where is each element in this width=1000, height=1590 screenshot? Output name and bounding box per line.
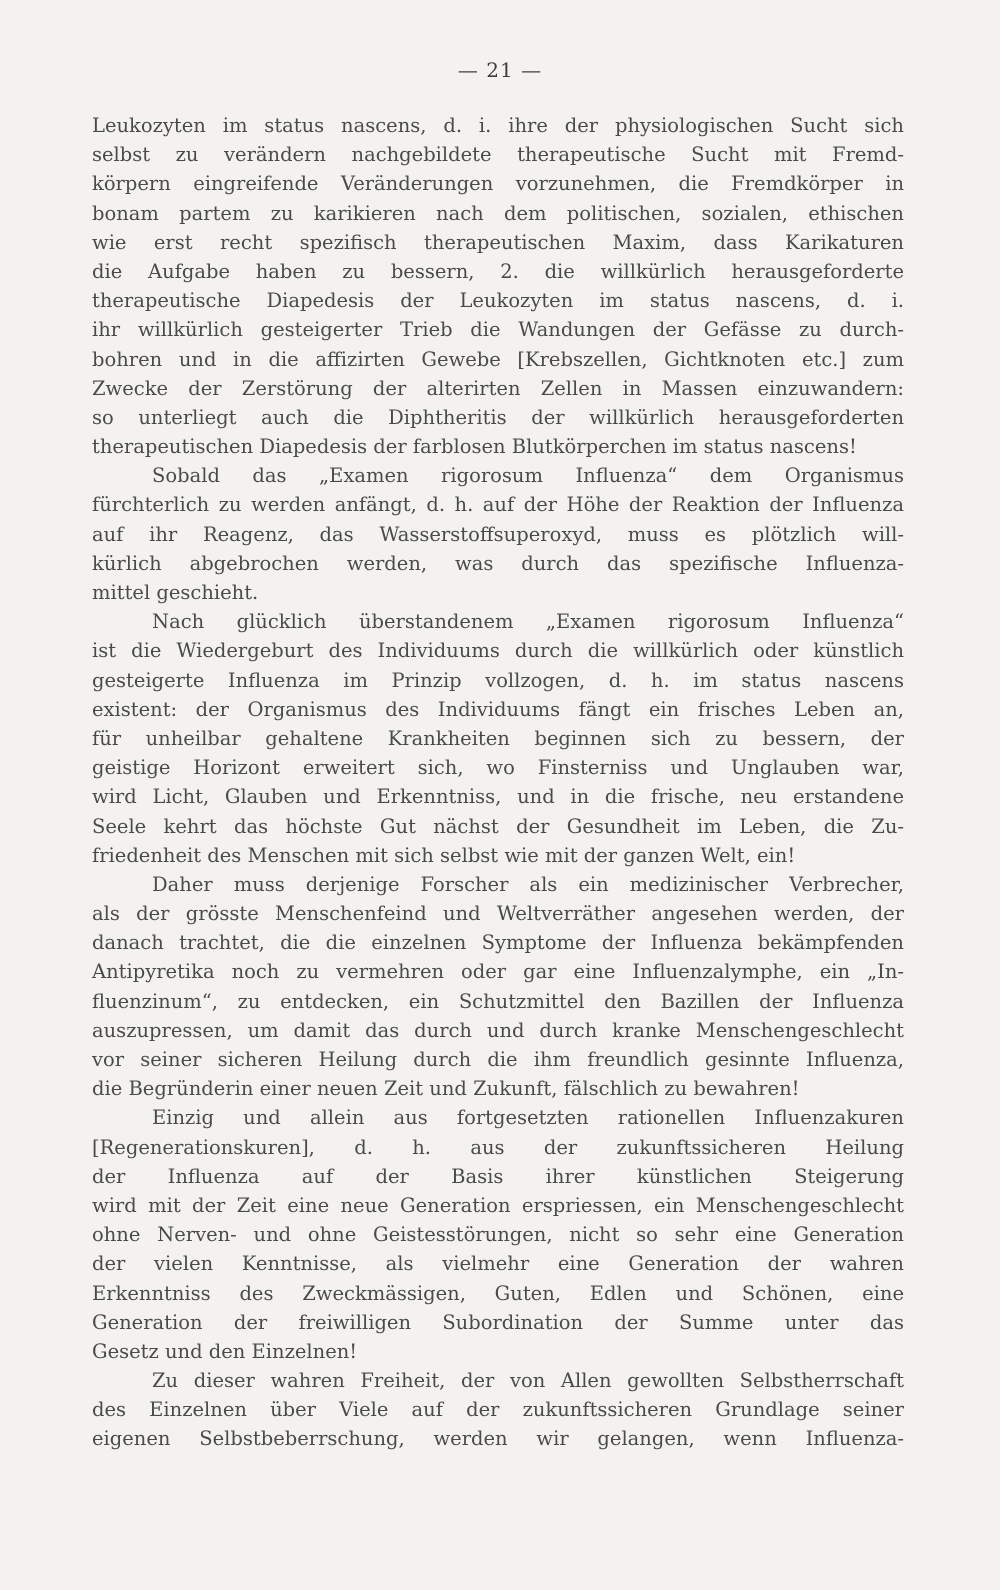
text-line: kürlich abgebrochen werden, was durch das spezifische Influenza- [92,551,904,575]
paragraph-start: Daher muss derjenige Forscher als ein medizinischer Verbrecher, [152,872,904,896]
text-line: Zwecke der Zerstörung der alterirten Zellen in Massen einzuwandern: [92,376,904,400]
text-line: wird mit der Zeit eine neue Generation erspriessen, ein Menschengeschlecht [92,1193,904,1217]
text-line: existent: der Organismus des Individuums fängt ein frisches Leben an, [92,697,904,721]
text-line: bohren und in die affizirten Gewebe [Krebszellen, Gichtknoten etc.] zum [92,347,904,371]
text-line: gesteigerte Influenza im Prinzip vollzogen, d. h. im status nascens [92,668,904,692]
text-line: des Einzelnen über Viele auf der zukunftssicheren Grundlage seiner [92,1398,904,1422]
text-line: Leukozyten im status nascens, d. i. ihre der physiologischen Sucht sich [92,114,904,137]
text-line: ohne Nerven- und ohne Geistesstörungen, nicht so sehr eine Generation [92,1223,904,1247]
text-line: vor seiner sicheren Heilung durch die ihm freundlich gesinnte Influenza, [92,1048,904,1071]
text-line: wird Licht, Glauben und Erkenntniss, und in die frische, neu erstandene [92,785,904,809]
text-line: fluenzinum“, zu entdecken, ein Schutzmittel den Bazillen der Influenza [92,989,904,1013]
text-line: die Aufgabe haben zu bessern, 2. die willkürlich herausgeforderte [92,259,904,283]
text-line: der Influenza auf der Basis ihrer künstlichen Steigerung [92,1164,904,1188]
text-line: geistige Horizont erweitert sich, wo Finsterniss und Unglauben war, [92,756,904,780]
text-line: so unterliegt auch die Diphtheritis der willkürlich herausgeforderten [92,405,904,429]
paragraph-start: Einzig und allein aus fortgesetzten rationellen Influenzakuren [152,1106,904,1130]
text-line: als der grösste Menschenfeind und Weltverräther angesehen werden, der [92,902,904,926]
body-text [92,111,904,1454]
text-line: körpern eingreifende Veränderungen vorzunehmen, die Fremdkörper in [92,172,904,196]
text-line: eigenen Selbstbeberrschung, werden wir gelangen, wenn Influenza- [92,1427,904,1451]
text-line: [Regenerationskuren], d. h. aus der zukunftssicheren Heilung [92,1135,904,1159]
text-line: Gesetz und den Einzelnen! [92,1339,358,1363]
text-line: fürchterlich zu werden anfängt, d. h. auf der Höhe der Reaktion der Influenza [92,493,904,517]
paragraph-start: Nach glücklich überstandenem „Examen rigorosum Influenza“ [152,610,904,634]
paragraph-start: Sobald das „Examen rigorosum Influenza“ dem Organismus [152,464,904,488]
text-line: therapeutische Diapedesis der Leukozyten im status nascens, d. i. [92,289,904,313]
text-line: der vielen Kenntnisse, als vielmehr eine Generation der wahren [92,1252,904,1276]
text-line: bonam partem zu karikieren nach dem politischen, sozialen, ethischen [92,201,904,225]
text-line: auszupressen, um damit das durch und durch kranke Menschengeschlecht [92,1018,904,1042]
text-line: Erkenntniss des Zweckmässigen, Guten, Edlen und Schönen, eine [92,1281,904,1305]
text-line: Seele kehrt das höchste Gut nächst der Gesundheit im Leben, die Zu- [92,814,904,838]
text-line: mittel geschieht. [92,581,259,604]
text-line: selbst zu verändern nachgebildete therapeutische Sucht mit Fremd- [92,143,904,167]
text-line: Antipyretika noch zu vermehren oder gar eine Influenzalymphe, ein „In- [92,960,904,984]
text-line: friedenheit des Menschen mit sich selbst wie mit der ganzen Welt, ein! [92,843,796,867]
text-line: therapeutischen Diapedesis der farblosen Blutkörperchen im status nascens! [92,435,857,459]
text-line: wie erst recht spezifisch therapeutischen Maxim, dass Karikaturen [92,230,904,254]
text-line: auf ihr Reagenz, das Wasserstoffsuperoxyd, muss es plötzlich will- [92,522,904,546]
text-line: ihr willkürlich gesteigerter Trieb die Wandungen der Gefässe zu durch- [92,318,904,342]
text-line: danach trachtet, die die einzelnen Symptome der Influenza bekämpfenden [92,931,904,955]
text-line: ist die Wiedergeburt des Individuums durch die willkürlich oder künstlich [92,639,904,663]
page-number: — 21 — [457,58,543,82]
text-line: für unheilbar gehaltene Krankheiten beginnen sich zu bessern, der [92,726,904,750]
text-line: die Begründerin einer neuen Zeit und Zukunft, fälschlich zu bewahren! [92,1077,800,1101]
paragraph-start: Zu dieser wahren Freiheit, der von Allen gewollten Selbstherrschaft [152,1369,904,1393]
text-line: Generation der freiwilligen Subordination der Summe unter das [92,1310,904,1334]
